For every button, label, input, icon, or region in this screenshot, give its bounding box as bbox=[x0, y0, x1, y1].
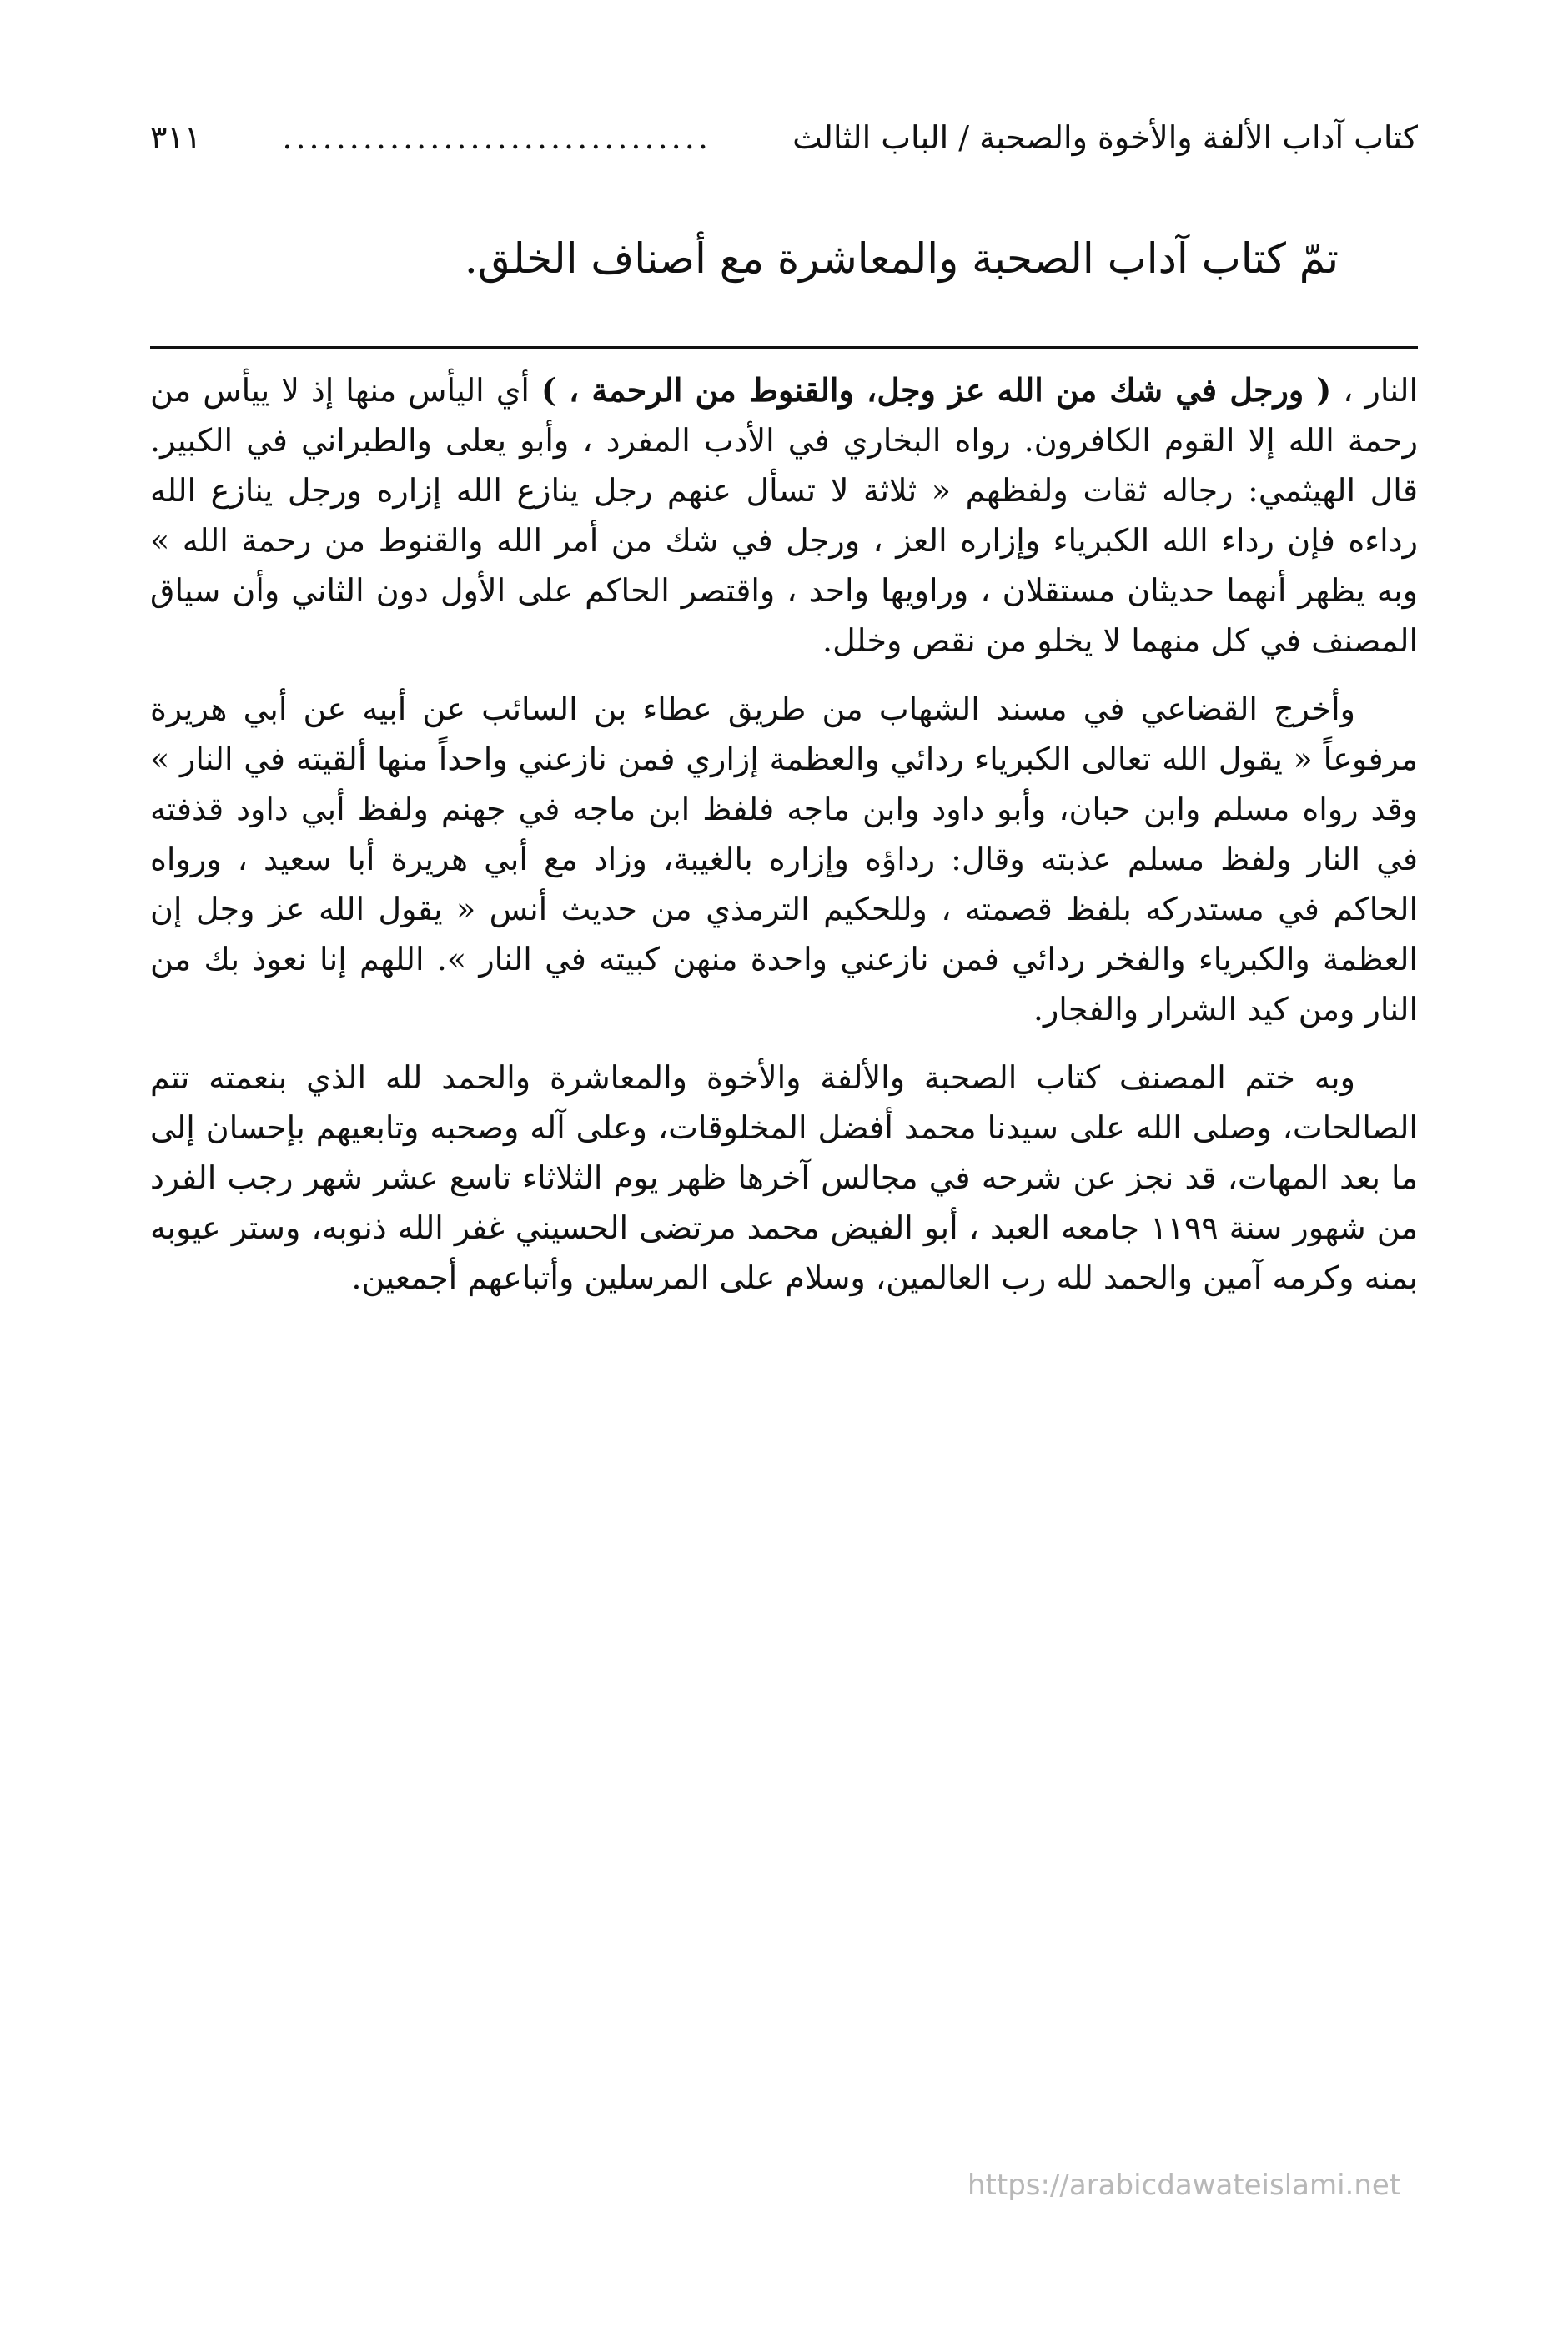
header-leader-dots: ................................ bbox=[282, 119, 711, 156]
book-page bbox=[150, 108, 1418, 1321]
page-number: ٣١١ bbox=[150, 119, 202, 156]
commentary-paragraph-2: وأخرج القضاعي في مسند الشهاب من طريق عطاء بن السائب عن أبيه عن أبي هريرة مرفوعاً « يقول الله تعالى الكبرياء ردائي والعظمة إزاري فمن نازعني واحداً منها ألقيته في النار » وقد رواه مسلم وابن حبان، وأبو داود وابن ماجه فلفظ ابن ماجه في جهنم ولفظ أبي داود قذفته في النار ولفظ مسلم عذبته وقال: رداؤه وإزاره بالغيبة، وزاد مع أبي هريرة أبا سعيد ، ورواه الحاكم في مستدركه بلفظ قصمته ، وللحكيم الترمذي من حديث أنس « يقول الله عز وجل إن العظمة والكبرياء والفخر ردائي فمن نازعني واحدة منهن كبيته في النار ». اللهم إنا نعوذ بك من النار ومن كيد الشرار والفجار. bbox=[150, 691, 1418, 1028]
book-colophon: تمّ كتاب آداب الصحبة والمعاشرة مع أصناف الخلق. bbox=[464, 234, 1339, 283]
paragraph-body: أي اليأس منها إذ لا ييأس من رحمة الله إلا القوم الكافرون. رواه البخاري في الأدب المفرد ، وأبو يعلى والطبراني في الكبير. قال الهيثمي: رجاله ثقات ولفظهم « ثلاثة لا تسأل عنهم رجل ينازع الله إزاره ورجل ينازع الله رداءه فإن رداء الله الكبرياء وإزاره العز ، ورجل في شك من أمر الله والقنوط من رحمة الله » وبه يظهر أنهما حديثان مستقلان ، وراويها واحد ، واقتصر الحاكم على الأول دون الثاني وأن سياق المصنف في كل منهما لا يخلو من نقص وخلل. bbox=[150, 372, 1418, 659]
site-watermark: https://arabicdawateislami.net bbox=[967, 2169, 1401, 2202]
footnote-divider bbox=[150, 346, 1418, 349]
commentary-paragraph-3: وبه ختم المصنف كتاب الصحبة والألفة والأخوة والمعاشرة والحمد لله الذي بنعمته تتم الصالحات، وصلى الله على سيدنا محمد أفضل المخلوقات، وعلى آله وصحبه وتابعيهم بإحسان إلى ما بعد المهات، قد نجز عن شرحه في مجالس آخرها ظهر يوم الثلاثاء تاسع عشر شهر رجب الفرد من شهور سنة ١١٩٩ جامعه العبد ، أبو الفيض محمد مرتضى الحسيني غفر الله ذنوبه، وستر عيوبه بمنه وكرمه آمين والحمد لله رب العالمين، وسلام على المرسلين وأتباعهم أجمعين. bbox=[150, 1059, 1418, 1296]
header-title: كتاب آداب الألفة والأخوة والصحبة / الباب الثالث bbox=[792, 119, 1418, 156]
quoted-matn: ( ورجل في شك من الله عز وجل، والقنوط من الرحمة ، ) bbox=[540, 371, 1332, 409]
commentary-section bbox=[150, 365, 1418, 1303]
running-header bbox=[150, 108, 1418, 167]
paragraph-lead: النار ، bbox=[1331, 372, 1419, 409]
commentary-paragraph-1 bbox=[150, 365, 1418, 666]
